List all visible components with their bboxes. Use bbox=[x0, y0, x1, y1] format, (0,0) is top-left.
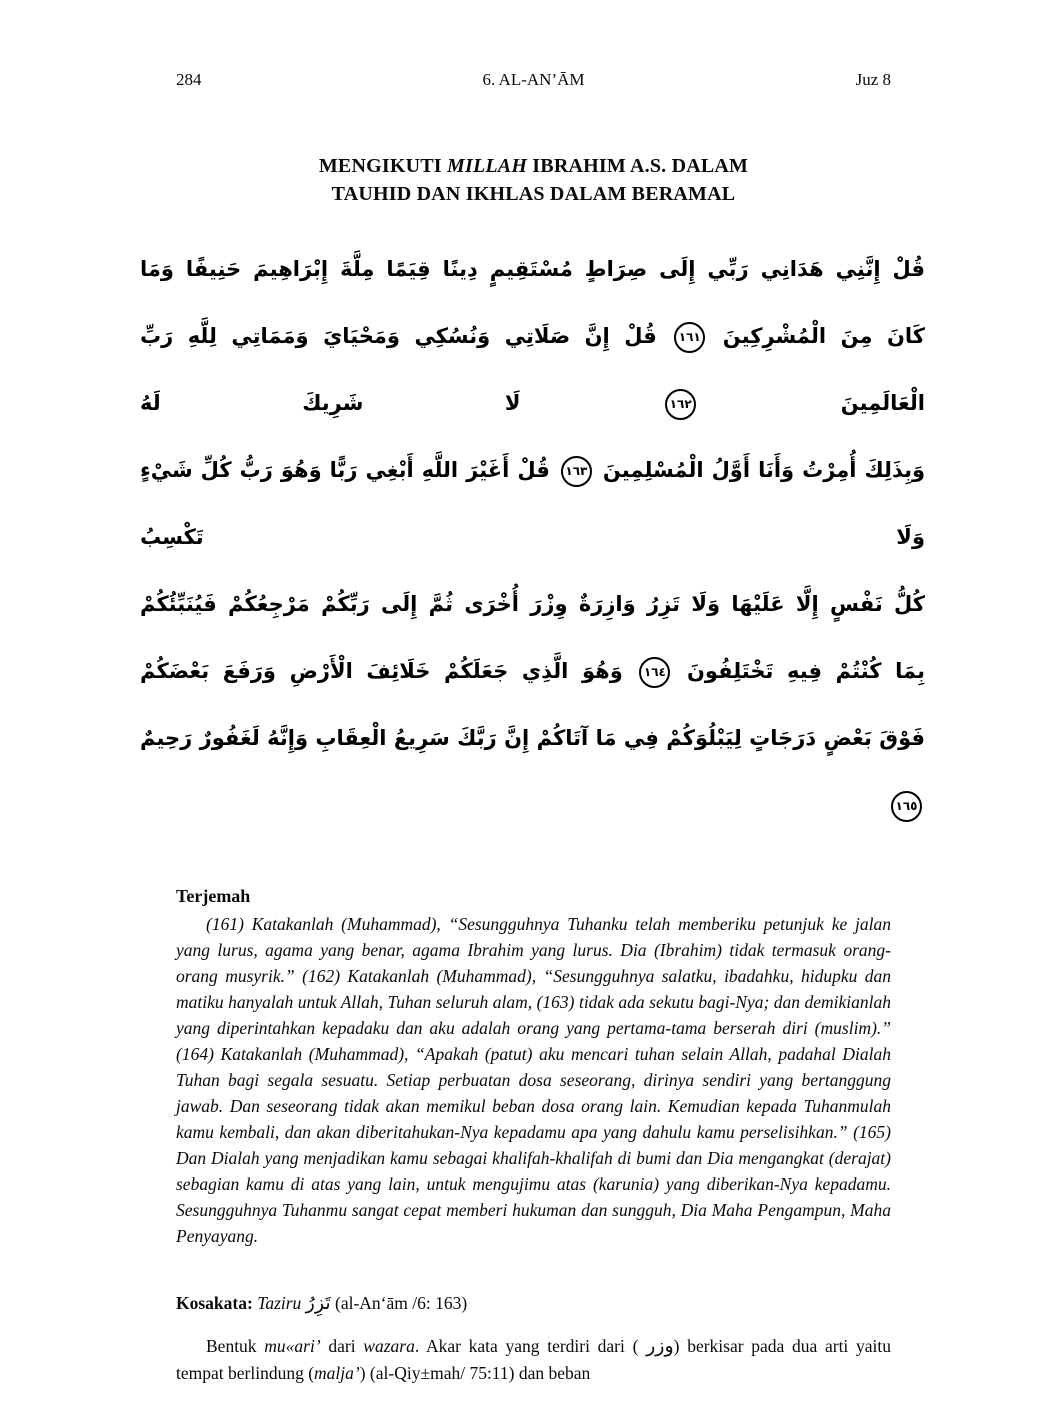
terjemah-heading: Terjemah bbox=[176, 886, 251, 906]
quran-line-6: فَوْقَ بَعْضٍ دَرَجَاتٍ لِيَبْلُوَكُمْ فِي مَا آتَاكُمْ إِنَّ رَبَّكَ سَرِيعُ الْعِقَابِ وَإِنَّهُ لَغَفُورٌ رَحِيمٌ ١٦٥ bbox=[140, 705, 925, 839]
kosakata-heading: Kosakata: Taziru تَزِرُ (al-An‘ām /6: 163) bbox=[176, 1292, 468, 1314]
kosakata-paragraph: Bentuk mu«ari’ dari wazara. Akar kata yang terdiri dari ( وزر) berkisar pada dua arti yaitu tempat berlindung (malja’) (al-Qiy±mah/ 75:11) dan beban bbox=[176, 1335, 891, 1383]
section-title-line-1: MENGIKUTI MILLAH IBRAHIM A.S. DALAM bbox=[318, 155, 749, 177]
page-content bbox=[140, 0, 926, 1387]
quran-line-5: بِمَا كُنْتُمْ فِيهِ تَخْتَلِفُونَ ١٦٤ وَهُوَ الَّذِي جَعَلَكُمْ خَلَائِفَ الْأَرْضِ وَرَفَعَ بَعْضَكُمْ bbox=[140, 638, 925, 705]
ayah-marker-164: ١٦٤ bbox=[639, 657, 670, 688]
running-header bbox=[176, 0, 891, 90]
quran-line-4: كُلُّ نَفْسٍ إِلَّا عَلَيْهَا وَلَا تَزِرُ وَازِرَةٌ وِزْرَ أُخْرَى ثُمَّ إِلَى رَبِّكُمْ مَرْجِعُكُمْ فَيُنَبِّئُكُمْ bbox=[140, 592, 925, 616]
surah-header-title: 6. AL-AN’ĀM bbox=[482, 70, 585, 89]
quran-line-1: قُلْ إِنَّنِي هَدَانِي رَبِّي إِلَى صِرَاطٍ مُسْتَقِيمٍ دِينًا قِيَمًا مِلَّةَ إِبْرَاهِيمَ حَنِيفًا وَمَا bbox=[140, 257, 925, 281]
juz-label: Juz 8 bbox=[855, 70, 891, 89]
quran-calligraphy-block bbox=[140, 236, 925, 839]
ayah-marker-161: ١٦١ bbox=[674, 322, 705, 353]
page-number: 284 bbox=[176, 70, 202, 89]
ayah-marker-162: ١٦٢ bbox=[665, 389, 696, 420]
quran-line-2: كَانَ مِنَ الْمُشْرِكِينَ ١٦١ قُلْ إِنَّ صَلَاتِي وَنُسُكِي وَمَحْيَايَ وَمَمَاتِي لِلَّهِ رَبِّ الْعَالَمِينَ ١٦٢ لَا شَرِيكَ لَهُ bbox=[140, 303, 925, 437]
section-title bbox=[176, 152, 891, 208]
quran-line-3: وَبِذَلِكَ أُمِرْتُ وَأَنَا أَوَّلُ الْمُسْلِمِينَ ١٦٣ قُلْ أَغَيْرَ اللَّهِ أَبْغِي رَبًّا وَهُوَ رَبُّ كُلِّ شَيْءٍ وَلَا تَكْسِبُ bbox=[140, 437, 925, 571]
translation-paragraph: (161) Katakanlah (Muhammad), “Sesungguhnya Tuhanku telah memberiku petunjuk ke jalan yang lurus, agama yang benar, agama Ibrahim yang lurus. Dia (Ibrahim) tidak termasuk orang-orang musyrik.” (162) Katakanlah (Muhammad), “Sesungguhnya salatku, ibadahku, hidupku dan matiku hanyalah untuk Allah, Tuhan seluruh alam, (163) tidak ada sekutu bagi-Nya; dan demikianlah yang diperintahkan kepadaku dan aku adalah orang yang pertama-tama berserah diri (muslim).” (164) Katakanlah (Muhammad), “Apakah (patut) aku mencari tuhan selain Allah, padahal Dialah Tuhan bagi segala sesuatu. Setiap perbuatan dosa seseorang, dirinya sendiri yang bertanggung jawab. Dan seseorang tidak akan memikul beban dosa orang lain. Kemudian kepada Tuhanmulah kamu kembali, dan akan diberitahukan-Nya kepadamu apa yang dahulu kamu perselisihkan.” (165) Dan Dialah yang menjadikan kamu sebagai khalifah-khalifah di bumi dan Dia mengangkat (derajat) sebagian kamu di atas yang lain, untuk mengujimu atas (karunia) yang diberikan-Nya kepadamu. Sesungguhnya Tuhanmu sangat cepat memberi hukuman dan sungguh, Dia Maha Pengampun, Maha Penyayang. bbox=[176, 914, 891, 1246]
ayah-marker-163: ١٦٣ bbox=[561, 456, 592, 487]
section-title-line-2: TAUHID DAN IKHLAS DALAM BERAMAL bbox=[331, 183, 736, 205]
ayah-marker-165: ١٦٥ bbox=[891, 791, 922, 822]
